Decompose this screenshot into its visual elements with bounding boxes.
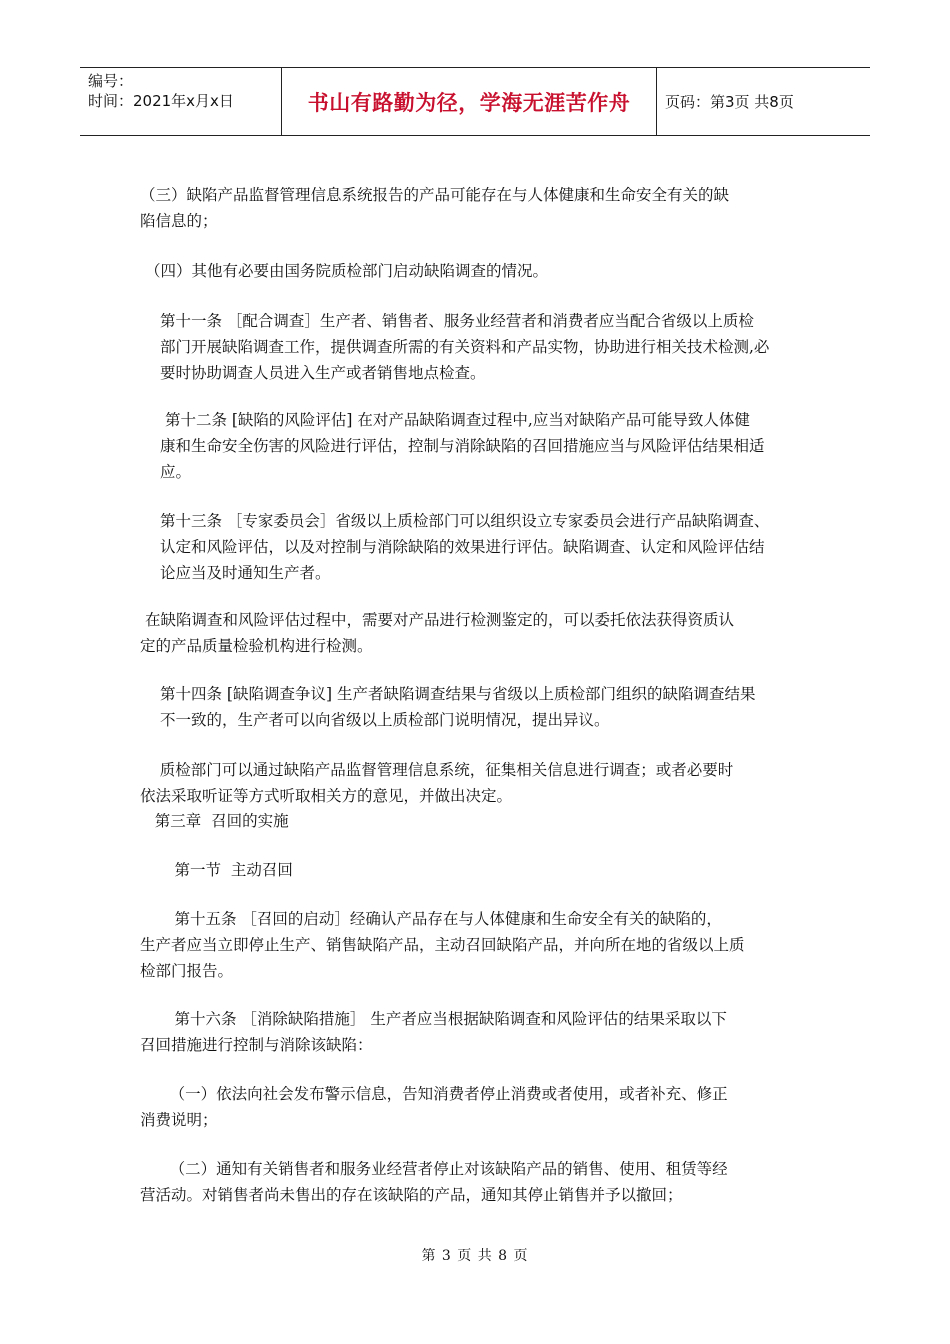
header-page-number: 页码：第3页 共8页 (665, 93, 794, 111)
chapter-heading: 第三章 召回的实施 (140, 812, 289, 830)
header-motto: 书山有路勤为径，学海无涯苦作舟 (282, 68, 657, 135)
paragraph: 第十二条 [缺陷的风险评估] 在对产品缺陷调查过程中,应当对缺陷产品可能导致人体健 康和生命安全伤害的风险进行评估，控制与消除缺陷的召回措施应当与风险评估结果相适 应。 (160, 411, 765, 481)
page-footer: 第 3 页 共 8 页 (421, 1248, 529, 1264)
paragraph: （四）其他有必要由国务院质检部门启动缺陷调查的情况。 (140, 262, 548, 280)
paragraph: 第十四条 [缺陷调查争议] 生产者缺陷调查结果与省级以上质检部门组织的缺陷调查结果 不一致的，生产者可以向省级以上质检部门说明情况，提出异议。 (160, 685, 756, 729)
paragraph: 在缺陷调查和风险评估过程中，需要对产品进行检测鉴定的，可以委托依法获得资质认 定的产品质量检验机构进行检测。 (140, 611, 734, 655)
paragraph: （一）依法向社会发布警示信息，告知消费者停止消费或者使用，或者补充、修正 消费说明； (140, 1085, 728, 1129)
paragraph: 质检部门可以通过缺陷产品监督管理信息系统，征集相关信息进行调查；或者必要时 依法采取听证等方式听取相关方的意见，并做出决定。 (140, 761, 734, 805)
paragraph: （二）通知有关销售者和服务业经营者停止对该缺陷产品的销售、使用、租赁等经 营活动。对销售者尚未售出的存在该缺陷的产品，通知其停止销售并予以撤回； (140, 1160, 728, 1204)
serial-number-label: 编号： (88, 72, 134, 90)
paragraph: 第十一条 ［配合调查］生产者、销售者、服务业经营者和消费者应当配合省级以上质检 部门开展缺陷调查工作，提供调查所需的有关资料和产品实物，协助进行相关技术检测,必 要时协助调查人员进入生产或者销售地点检查。 (160, 312, 770, 382)
page-header (80, 67, 870, 136)
section-heading: 第一节 主动召回 (140, 861, 293, 879)
paragraph: （三）缺陷产品监督管理信息系统报告的产品可能存在与人体健康和生命安全有关的缺 陷信息的； (140, 186, 730, 230)
header-meta (80, 68, 282, 135)
paragraph: 第十五条 ［召回的启动］经确认产品存在与人体健康和生命安全有关的缺陷的， 生产者应当立即停止生产、销售缺陷产品，主动召回缺陷产品，并向所在地的省级以上质 检部门报告。 (140, 910, 745, 980)
date-label: 时间：2021年x月x日 (88, 92, 234, 110)
paragraph: 第十三条 ［专家委员会］省级以上质检部门可以组织设立专家委员会进行产品缺陷调查、 认定和风险评估，以及对控制与消除缺陷的效果进行评估。缺陷调查、认定和风险评估结 论应当及时通知生产者。 (160, 512, 770, 582)
paragraph: 第十六条 ［消除缺陷措施］ 生产者应当根据缺陷调查和风险评估的结果采取以下 召回措施进行控制与消除该缺陷： (140, 1010, 727, 1054)
